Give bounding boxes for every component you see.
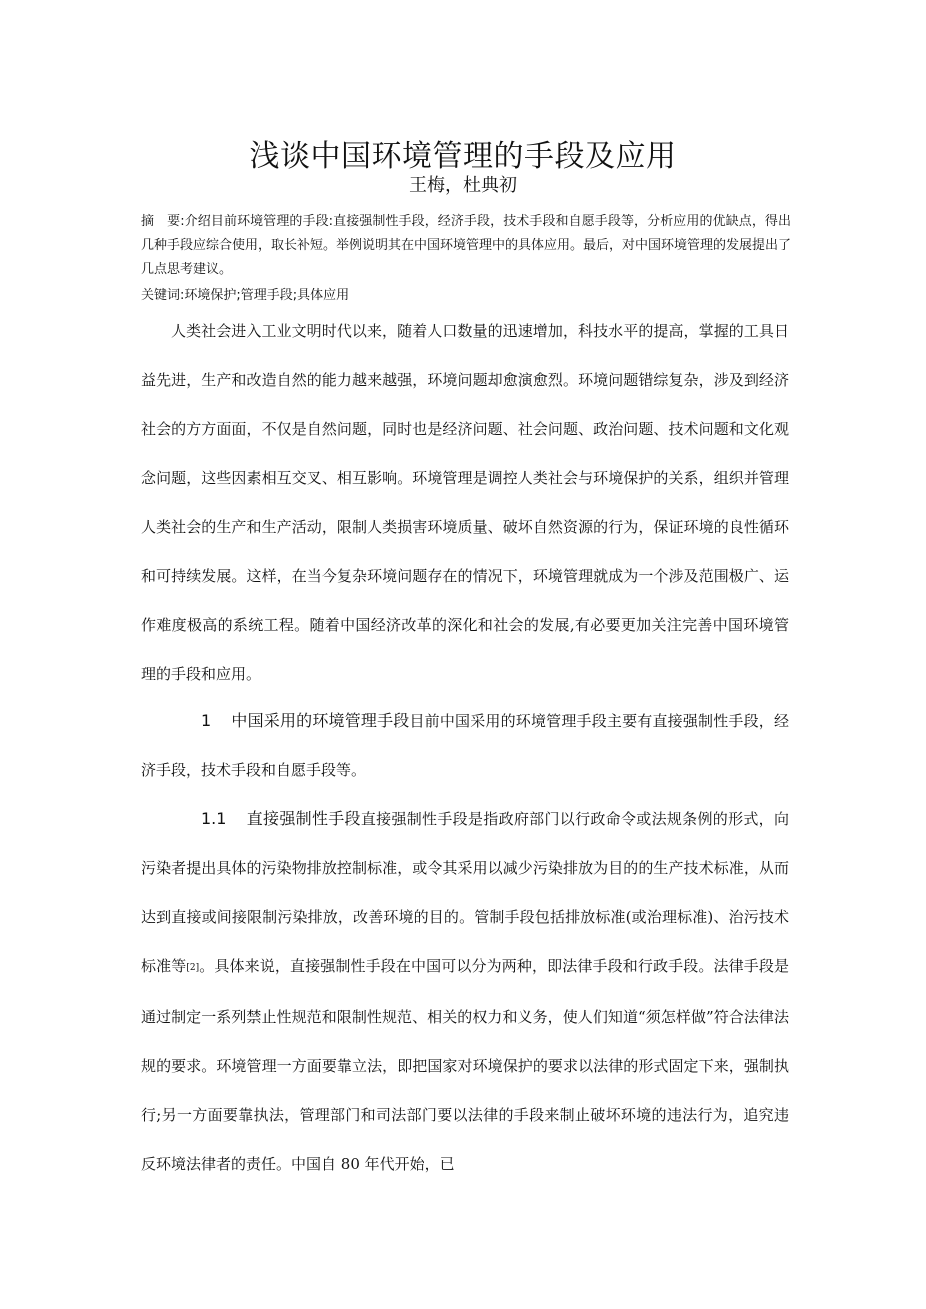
abstract-block [141, 210, 791, 282]
section-1-1-number: 1.1 [201, 809, 227, 828]
section-1-text: 目前中国采用的环境管理手段主要有直接强制性手段，经济手段，技术手段和自愿手段等。 [141, 712, 789, 779]
section-1-1-title: 直接强制性手段 [246, 809, 361, 828]
abstract-text: 介绍目前环境管理的手段:直接强制性手段，经济手段，技术手段和自愿手段等，分析应用的优缺点，得出几种手段应综合使用，取长补短。举例说明其在中国环境管理中的具体应用。最后，对中国环境管理的发展提出了几点思考建议。 [141, 214, 792, 277]
section-1-1-text-b: 。具体来说，直接强制性手段在中国可以分为两种，即法律手段和行政手段。法律手段是通过制定一系列禁止性规范和限制性规范、相关的权力和义务，使人们知道“须怎样做”符合法律法规的要求。环境管理一方面要靠立法，即把国家对环境保护的要求以法律的形式固定下来，强制执行;另一方面要靠执法，管理部门和司法部门要以法律的手段来制止破坏环境的违法行为，追究违反环境法律者的责任。中国自 80 年代开始，已 [141, 957, 789, 1173]
keywords-line [141, 284, 791, 308]
keywords-text: 环境保护;管理手段;具体应用 [184, 288, 350, 303]
citation-ref[interactable]: [2] [186, 963, 200, 973]
abstract-label: 摘 要: [141, 214, 185, 229]
section-1-paragraph [141, 696, 789, 795]
section-1-title: 中国采用的环境管理手段 [231, 711, 410, 730]
section-1-1-text-a: 直接强制性手段是指政府部门以行政命令或法规条例的形式，向污染者提出具体的污染物排放控制标准，或令其采用以减少污染排放为目的的生产技术标准，从而达到直接或间接限制污染排放，改善环境的目的。管制手段包括排放标准(或治理标准)、治污技术标准等 [141, 810, 789, 975]
section-1-number: 1 [201, 711, 212, 730]
section-1-1-paragraph [141, 794, 789, 1189]
section-1-1-heading [171, 809, 361, 828]
keywords-label: 关键词: [141, 288, 185, 303]
paper-title: 浅谈中国环境管理的手段及应用 [249, 139, 677, 175]
section-1-heading [171, 711, 409, 730]
intro-paragraph: 人类社会进入工业文明时代以来，随着人口数量的迅速增加，科技水平的提高，掌握的工具日益先进，生产和改造自然的能力越来越强，环境问题却愈演愈烈。环境问题错综复杂，涉及到经济社会的方方面面，不仅是自然问题，同时也是经济问题、社会问题、政治问题、技术问题和文化观念问题，这些因素相互交叉、相互影响。环境管理是调控人类社会与环境保护的关系，组织并管理人类社会的生产和生产活动，限制人类损害环境质量、破坏自然资源的行为，保证环境的良性循环和可持续发展。这样，在当今复杂环境问题存在的情况下，环境管理就成为一个涉及范围极广、运作难度极高的系统工程。随着中国经济改革的深化和社会的发展,有必要更加关注完善中国环境管理的手段和应用。 [141, 322, 789, 683]
author-line: 王梅，杜典初 [409, 175, 517, 196]
